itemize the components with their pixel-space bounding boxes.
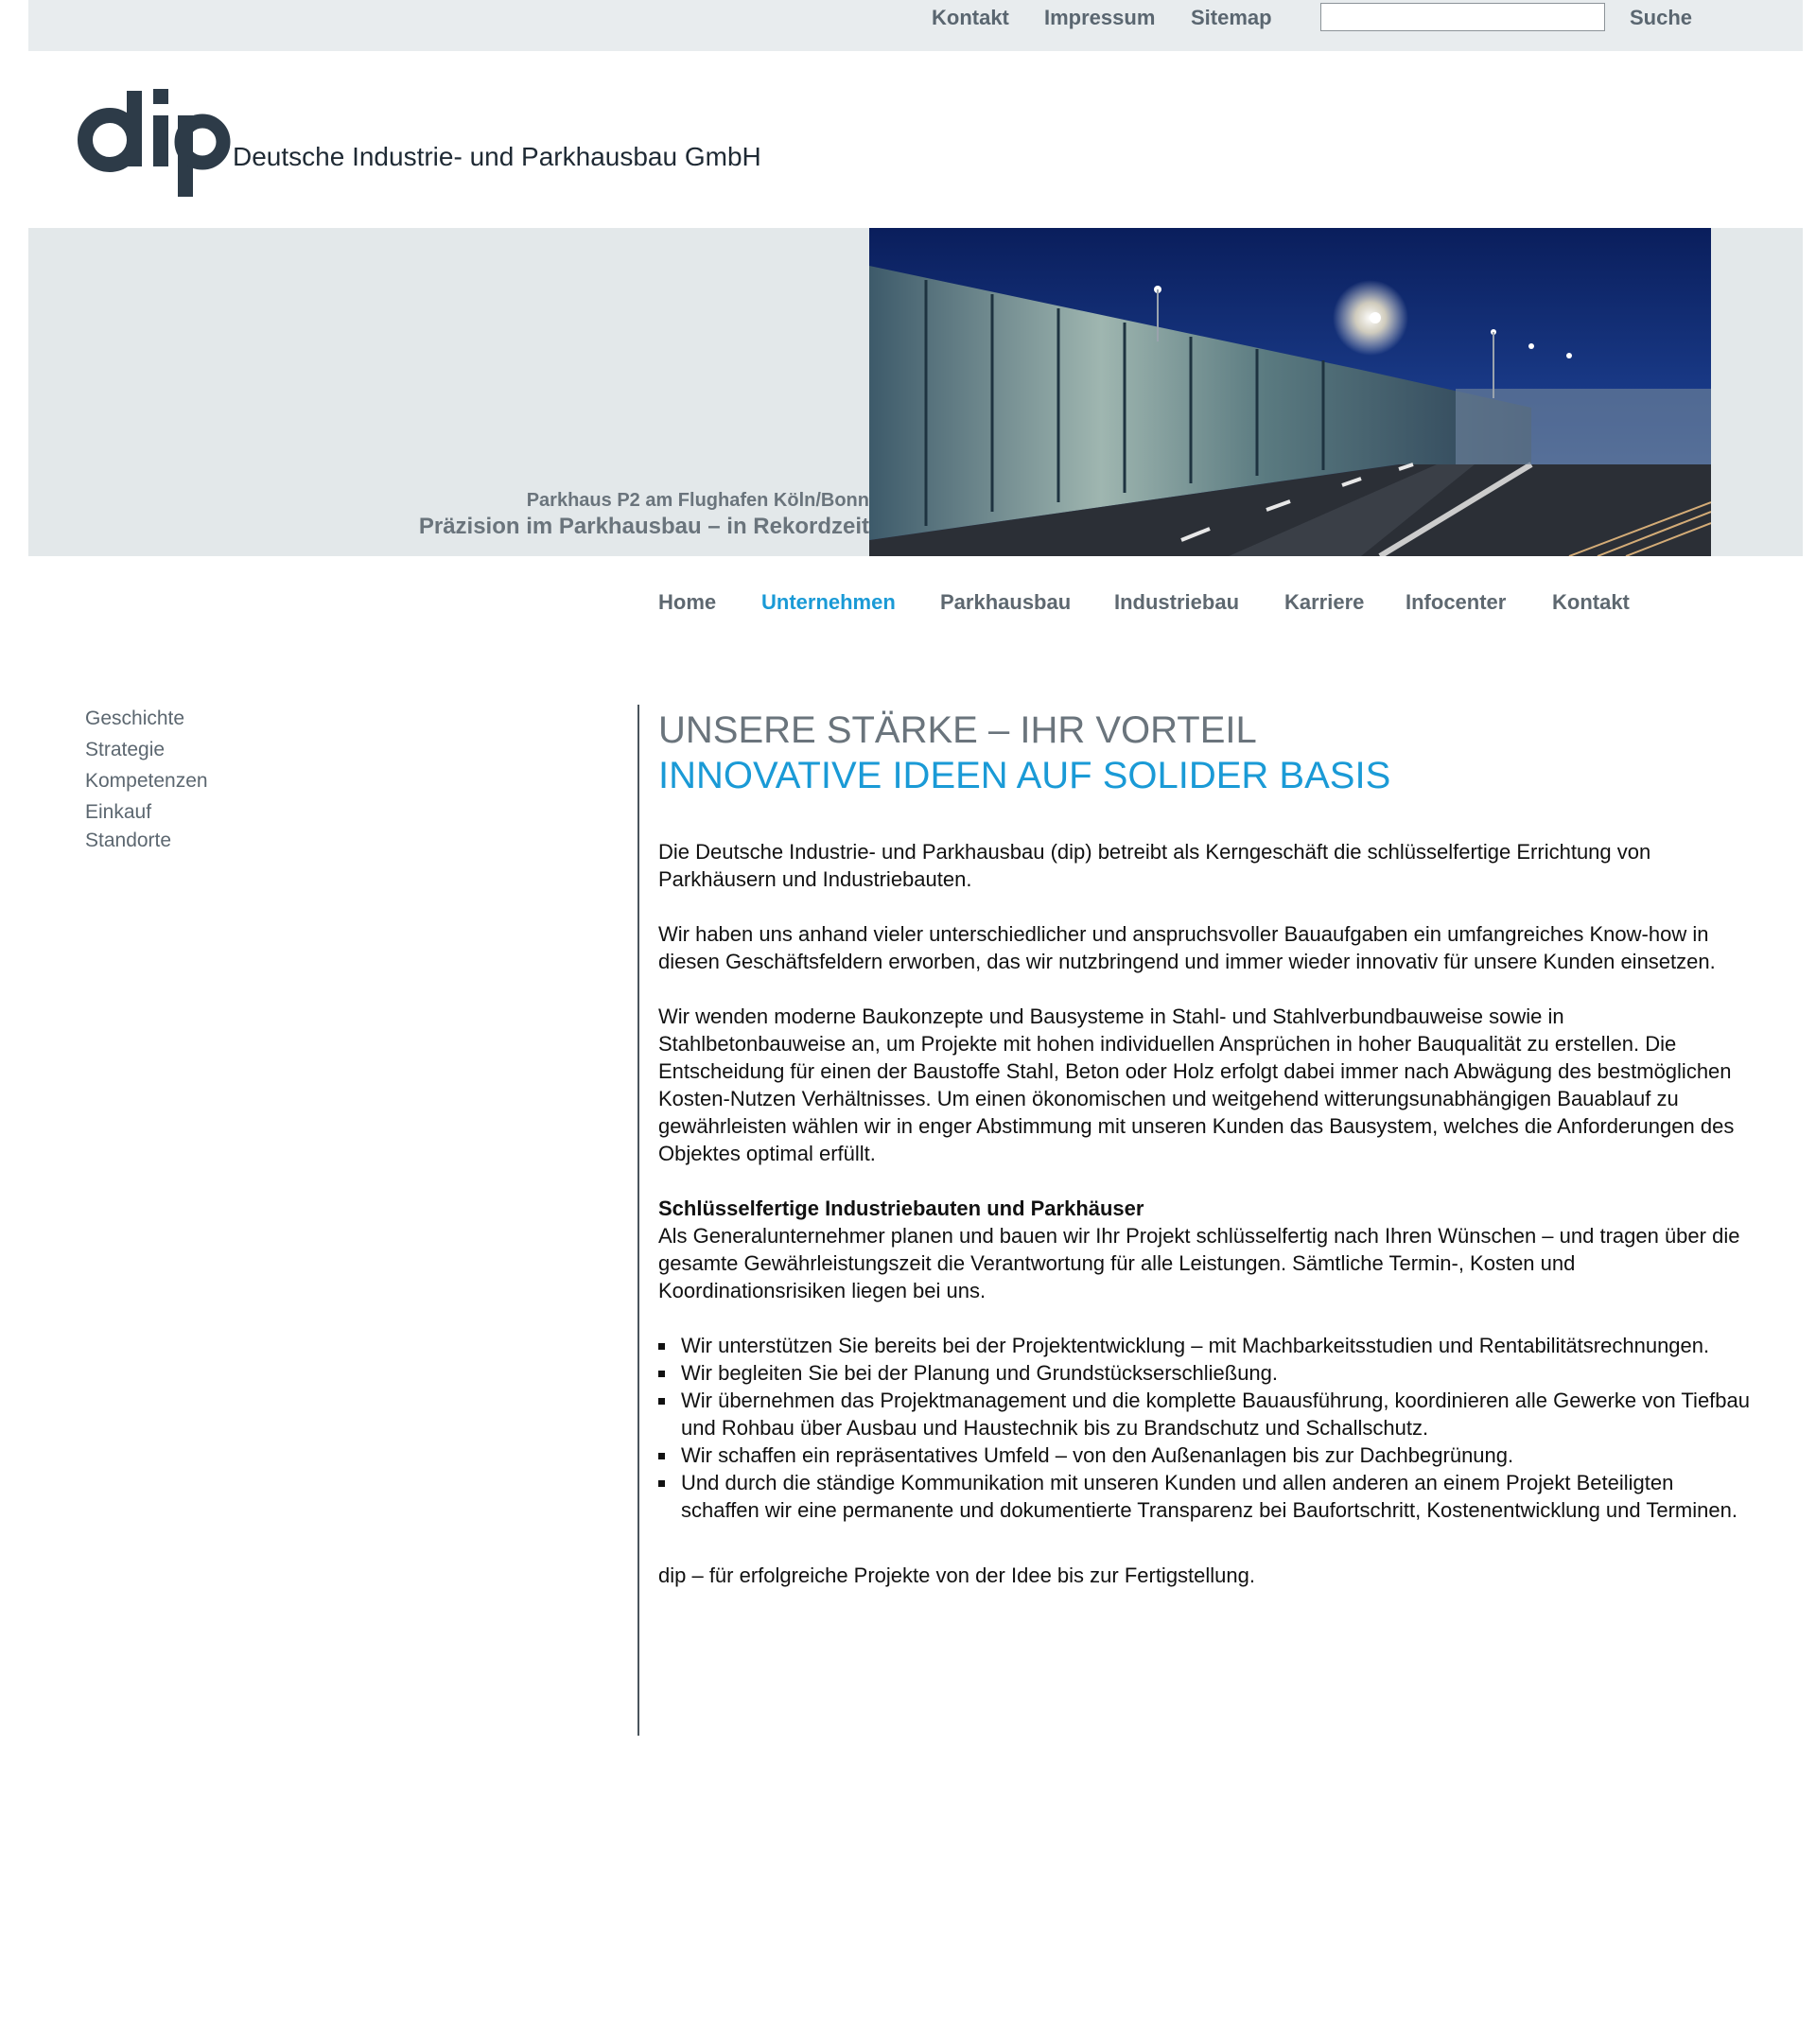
company-name: Deutsche Industrie- und Parkhausbau GmbH [233,142,761,171]
intro-paragraph: Die Deutsche Industrie- und Parkhausbau (dip) betreibt als Kerngeschäft die schlüsselfertige Errichtung von Parkhäusern und Industriebauten. [658,840,1651,891]
nav-karriere[interactable]: Karriere [1284,590,1365,614]
sidenav-geschichte[interactable]: Geschichte [85,708,185,729]
knowhow-paragraph: Wir haben uns anhand vieler unterschiedlicher und anspruchsvoller Bauaufgaben ein umfangreiches Know-how in diesen Geschäftsfeldern erworben, das wir nutzbringend und immer wieder innovativ für unsere Kunden einsetzen. [658,922,1716,973]
sidenav-standorte[interactable]: Standorte [85,830,172,851]
nav-industriebau[interactable]: Industriebau [1114,590,1240,614]
sidenav-einkauf[interactable]: Einkauf [85,801,152,823]
dip-logo[interactable] [74,83,235,201]
main-content [658,708,1755,1589]
nav-kontakt[interactable]: Kontakt [1552,590,1630,614]
banner-caption-line1: Parkhaus P2 am Flughafen Köln/Bonn [526,490,869,511]
top-bar [28,0,1803,51]
parking-garage-photo [869,228,1711,556]
nav-infocenter[interactable]: Infocenter [1406,590,1507,614]
nav-unternehmen[interactable]: Unternehmen [761,590,896,614]
services-list [658,1332,1755,1524]
sidenav-kompetenzen[interactable]: Kompetenzen [85,770,208,792]
nav-parkhausbau[interactable]: Parkhausbau [940,590,1072,614]
closing-statement: dip – für erfolgreiche Projekte von der Idee bis zur Fertigstellung. [658,1564,1255,1587]
list-item: Wir übernehmen das Projektmanagement und die komplette Bauausführung, koordinieren alle Gewerke von Tiefbau und Rohbau über Ausbau und Haustechnik bis zu Brandschutz und Schallschutz. [681,1387,1755,1441]
construction-paragraph: Wir wenden moderne Baukonzepte und Bausysteme in Stahl- und Stahlverbundbauweise sowie in Stahlbetonbauweise an, um Projekte mit hohen individuellen Ansprüchen in hoher Bauqualität zu erstellen. Die Entscheidung für einen der Baustoffe Stahl, Beton oder Holz erfolgt dabei immer nach Abwägung des bestmöglichen Kosten-Nutzen Verhältnisses. Um einen ökonomischen und weitgehend witterungsunabhängigen Bauablauf zu gewährleisten wählen wir in enger Abstimmung mit unseren Kunden das Bausystem, welches die Anforderungen des Objektes optimal erfüllt. [658,1005,1735,1165]
top-link-sitemap[interactable]: Sitemap [1191,6,1272,29]
content-divider [637,705,639,1736]
list-item: Wir schaffen ein repräsentatives Umfeld – von den Außenanlagen bis zur Dachbegrünung. [681,1441,1755,1469]
search-input[interactable] [1320,3,1605,31]
section-heading: Schlüsselfertige Industriebauten und Parkhäuser [658,1197,1144,1220]
top-link-kontakt[interactable]: Kontakt [932,6,1009,29]
nav-home[interactable]: Home [658,590,717,614]
list-item: Und durch die ständige Kommunikation mit unseren Kunden und allen anderen an einem Projekt Beteiligten schaffen wir eine permanente und dokumentierte Transparenz bei Baufortschritt, Kostenentwicklung und Terminen. [681,1469,1755,1524]
sidenav-strategie[interactable]: Strategie [85,739,166,760]
search-button[interactable]: Suche [1630,6,1693,29]
page-title: UNSERE STÄRKE – IHR VORTEIL [658,709,1257,751]
general-contractor-paragraph: Als Generalunternehmer planen und bauen wir Ihr Projekt schlüsselfertig nach Ihren Wünschen – und tragen über die gesamte Gewährleistungszeit die Verantwortung für alle Leistungen. Sämtliche Termin-, Kosten und Koordinationsrisiken liegen bei uns. [658,1224,1740,1302]
list-item: Wir unterstützen Sie bereits bei der Projektentwicklung – mit Machbarkeitsstudien und Rentabilitätsrechnungen. [681,1332,1755,1359]
top-link-impressum[interactable]: Impressum [1044,6,1156,29]
banner-caption [419,488,869,541]
banner-caption-line2: Präzision im Parkhausbau – in Rekordzeit [418,514,869,539]
list-item: Wir begleiten Sie bei der Planung und Grundstückserschließung. [681,1359,1755,1387]
page-subtitle: INNOVATIVE IDEEN AUF SOLIDER BASIS [658,755,1391,796]
